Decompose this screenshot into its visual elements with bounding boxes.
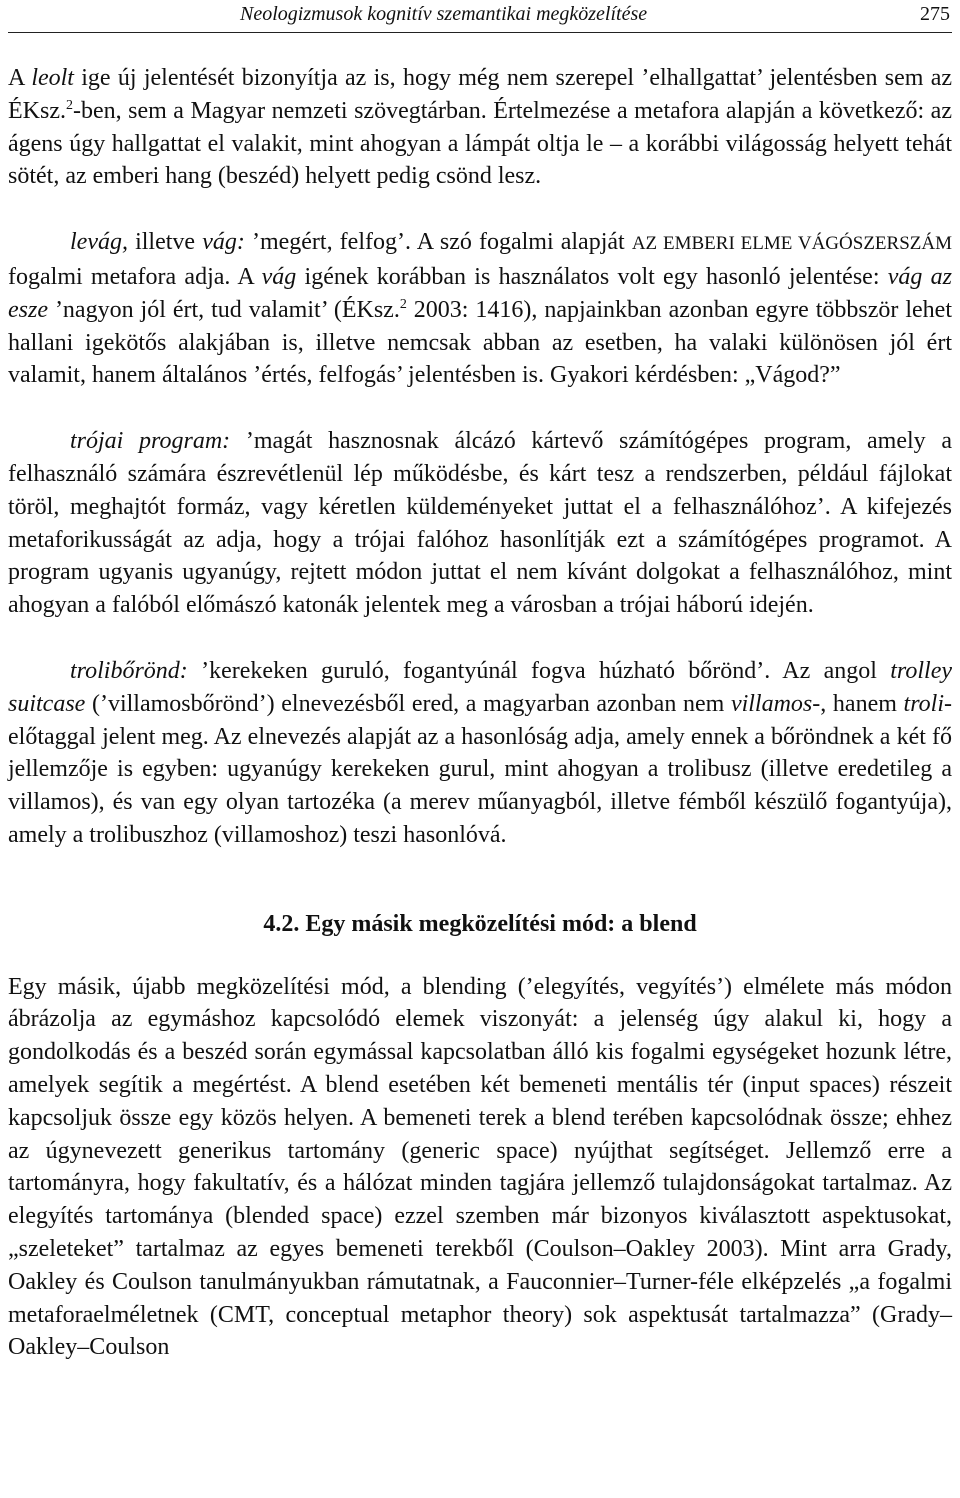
term-italic: villamos- (730, 690, 821, 717)
body-text (8, 62, 952, 1364)
text-run: illetve (127, 229, 203, 256)
text-run: ’magát hasznosnak álcázó kártevő számítógépes program, amely a felhasználó számára észrevétlenül lép működésbe, és kárt tesz a rendszerben, például fájlokat töröl, meghajtót formáz, vagy kéretlen küldeményeket juttat el a felhasználóhoz’. A kifejezés metaforikusságát az adja, hogy a trójai falóhoz hasonlítják ezt a számítógépes programot. A program ugyanis ugyanúgy, rejtett módon juttat el nem kívánt dolgokat a felhasználóhoz, mint ahogyan a falóból előmászó katonák jelentek meg a városban a trójai háború idején. (8, 428, 952, 619)
text-run: ige új jelentését bizonyítja az is, hogy még nem szerepel ’elhallgattat’ jelentésben sem az ÉKsz. (8, 65, 952, 124)
text-run: ’kerekeken guruló, fogantyúnál fogva húzható bőrönd’. Az angol (187, 657, 891, 684)
paragraph-levag (8, 226, 952, 392)
paragraph-gap (8, 392, 952, 425)
superscript: 2 (399, 296, 407, 312)
paragraph-gap (8, 193, 952, 226)
text-run: igének korábban is használatos volt egy hasonló jelentése: (296, 263, 888, 290)
metaphor-small-caps: AZ EMBERI ELME VÁGÓSZERSZÁM (631, 233, 952, 255)
term-italic: vág (261, 263, 297, 290)
text-run: A (8, 65, 32, 91)
paragraph-gap (8, 622, 952, 655)
text-run: fogalmi metafora adja. A (8, 263, 262, 290)
page-number: 275 (920, 3, 950, 25)
text-run: Egy másik, újabb megközelítési mód, a blending (’elegyítés, vegyítés’) elmélete más módon ábrázolja az egymáshoz kapcsolódó elemek viszonyát: a jelenség úgy alakul ki, hogy a gondolkodás és a beszéd során egymással kapcsolatban álló kis fogalmi egységeket hozunk létre, amelyek segítik a megértést. A blend esetében két bemeneti mentális tér (input spaces) részeit kapcsoljuk össze egy közös helyen. A bemeneti terek a blend terében kapcsolódnak össze; ehhez az úgynevezett generikus tartomány (generic space) nyújthat segítséget. Jellemző erre a tartományra, hogy fakultatív, és a hálózat minden tagjára jellemző tulajdonságokat tartalmaz. Az elegyítés tartománya (blended space) ezzel szemben már bizonyos kiválasztott aspektusokat, „szeleteket” tartalmaz az egyes bemeneti terekből (Coulson–Oakley 2003). Mint arra Grady, Oakley és Coulson tanulmányukban rámutatnak, a Fauconnier–Turner-féle elképzelés „a fogalmi metaforaelméletnek (CMT, conceptual metaphor theory) sok aspektusát tartalmazza” (Grady–Oakley–Coulson (8, 973, 952, 1361)
term-italic: vág: (202, 229, 245, 256)
paragraph-trolibor (8, 655, 952, 852)
paragraph-leolt (8, 62, 952, 193)
running-header (8, 0, 952, 33)
text-run: , hanem (820, 690, 904, 717)
text-run: 2003: 1416), napjainkban azonban egyre többször lehet hallani igekötős alakjában is, illetve nemcsak abban az esetben, ha valaki különösen jól ért valamit, hanem általános ’értés, felfogás’ jelentésben is. Gyakori kérdésben: „Vágod?” (8, 296, 952, 389)
superscript: 2 (65, 97, 73, 113)
paragraph-blend (8, 971, 952, 1365)
term-italic: trolibőrönd: (70, 657, 188, 684)
term-italic: vág az esze (8, 263, 952, 323)
term-italic: leolt (31, 65, 74, 91)
term-italic: troli- (903, 690, 952, 717)
term-italic: trójai program: (70, 428, 231, 455)
document-page (8, 0, 952, 1498)
running-title: Neologizmusok kognitív szemantikai megközelítése (240, 3, 648, 25)
text-run: ’nagyon jól ért, tud valamit’ (ÉKsz. (47, 296, 400, 323)
text-run: ’megért, felfog’. A szó fogalmi alapját (244, 229, 632, 256)
text-run: (’villamosbőrönd’) elnevezésből ered, a magyarban azonban nem (85, 690, 731, 717)
heading-gap (8, 941, 952, 971)
paragraph-trojai-program (8, 425, 952, 622)
text-run: előtaggal jelent meg. Az elnevezés alapját az a hasonlóság adja, amely ennek a bőröndnek a két fő jellemzője is egyben: ugyanúgy kerekeken gurul, mint ahogyan a trolibusz (illetve eredetileg a villamos), és van egy olyan tartozéka (a merev műanyagból, illetve fémből készülő fogantyúja), amely a trolibuszhoz (villamoshoz) teszi hasonlóvá. (8, 723, 952, 848)
text-run: -ben, sem a Magyar nemzeti szövegtárban. Értelmezése a metafora alapján a következő: az ágens úgy hallgattat el valakit, mint ahogyan a lámpát oltja le – a korábbi világosság helyett tehát sötét, az emberi hang (beszéd) helyett pedig csönd lesz. (8, 97, 952, 190)
term-italic: levág, (70, 229, 128, 256)
section-heading: 4.2. Egy másik megközelítési mód: a blend (263, 910, 697, 937)
section-gap (8, 852, 952, 908)
term-italic: trolley suitcase (8, 657, 952, 717)
